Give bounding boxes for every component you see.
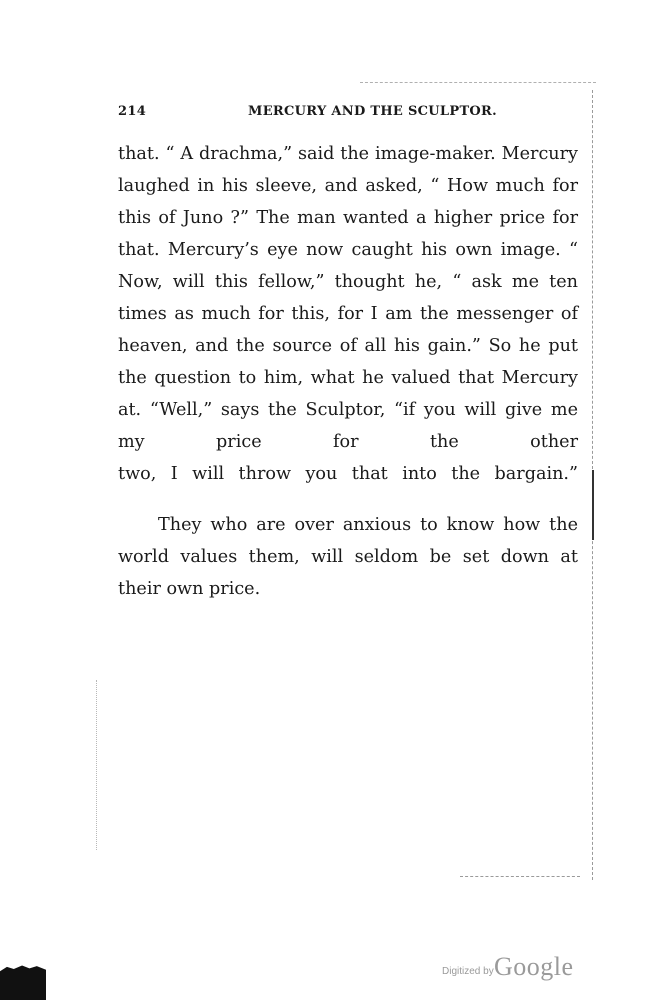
body-text — [118, 138, 578, 605]
paragraph-1-last-line: two, I will throw you that into the bargain.” — [118, 464, 578, 484]
scan-specks-left — [96, 680, 99, 850]
scan-edge-bottom — [460, 876, 580, 877]
paragraph-1-text: that. “ A drachma,” said the image-maker. Mercury laughed in his sleeve, and asked, “ How much for this of Juno ?” The man wanted a higher price for that. Mercury’s eye now caught his own image. “ Now, will this fellow,” thought he, “ ask me ten times as much for this, for I am the messenger of heaven, and the source of all his gain.” So he put the question to him, what he valued that Mercury at. “Well,” says the Sculptor, “if you will give me my price for the other — [118, 144, 578, 452]
paragraph-1 — [118, 138, 578, 490]
page-number: 214 — [118, 104, 147, 119]
running-title: MERCURY AND THE SCULPTOR. — [248, 104, 497, 119]
scan-edge-mark — [592, 470, 594, 540]
digitized-watermark — [442, 952, 592, 986]
google-logo: Google — [494, 952, 574, 981]
paragraph-2-moral: They who are over anxious to know how the world values them, will seldom be set down at their own price. — [118, 515, 578, 599]
watermark-prefix: Digitized by — [442, 966, 494, 977]
scan-corner-blot — [0, 964, 46, 1000]
running-head — [118, 104, 578, 126]
scan-edge-top — [360, 82, 596, 83]
